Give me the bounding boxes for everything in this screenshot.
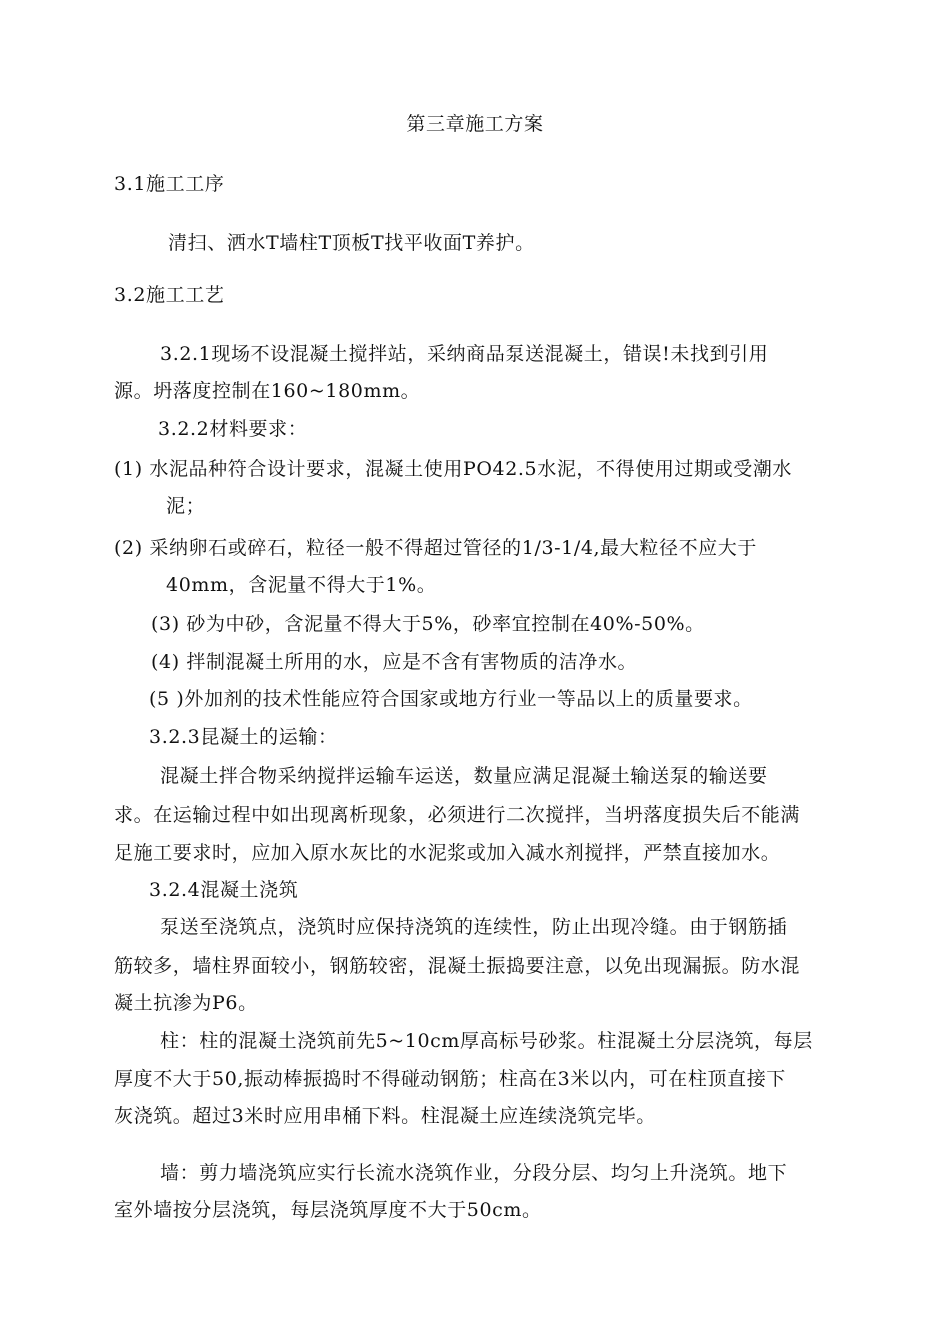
- section-3-2-3-paragraph-line: 足施工要求时，应加入原水灰比的水泥浆或加入减水剂搅拌，严禁直接加水。: [114, 842, 781, 864]
- section-3-2-3-paragraph-line: 求。在运输过程中如出现离析现象，必须进行二次搅拌，当坍落度损失后不能满: [114, 804, 801, 826]
- section-3-2-4-paragraph-line: 筋较多，墙柱界面较小，钢筋较密，混凝土振捣要注意，以免出现漏振。防水混: [114, 955, 801, 977]
- section-3-2-4-paragraph-line: 泵送至浇筑点，浇筑时应保持浇筑的连续性，防止出现冷缝。由于钢筋插: [160, 916, 788, 938]
- material-item-3: (3) 砂为中砂，含泥量不得大于5%，砂率宜控制在40%-50%。: [151, 613, 705, 635]
- column-paragraph-line: 柱：柱的混凝土浇筑前先5~10cm厚高标号砂浆。柱混凝土分层浇筑，每层: [160, 1030, 813, 1052]
- column-paragraph-line: 灰浇筑。超过3米时应用串桶下料。柱混凝土应连续浇筑完毕。: [114, 1105, 656, 1127]
- section-3-2-heading: 3.2施工工艺: [114, 284, 225, 306]
- section-3-2-3-paragraph-line: 混凝土拌合物采纳搅拌运输车运送，数量应满足混凝土输送泵的输送要: [160, 765, 768, 787]
- material-item-1-cont: 泥；: [166, 495, 206, 517]
- material-item-2-cont: 40mm，含泥量不得大于1%。: [166, 574, 437, 596]
- chapter-title: 第三章施工方案: [406, 113, 544, 135]
- section-3-2-1-line: 3.2.1现场不设混凝土搅拌站，采纳商品泵送混凝土，错误!未找到引用: [160, 343, 769, 365]
- section-3-2-1-line: 源。坍落度控制在160~180mm。: [114, 380, 421, 402]
- wall-paragraph-line: 室外墙按分层浇筑，每层浇筑厚度不大于50cm。: [114, 1199, 542, 1221]
- wall-paragraph-line: 墙：剪力墙浇筑应实行长流水浇筑作业，分段分层、均匀上升浇筑。地下: [160, 1162, 788, 1184]
- material-item-5: (5 )外加剂的技术性能应符合国家或地方行业一等品以上的质量要求。: [149, 688, 753, 710]
- section-3-2-4-paragraph-line: 凝土抗渗为P6。: [114, 992, 258, 1014]
- section-3-2-4-heading: 3.2.4混凝土浇筑: [149, 879, 299, 901]
- material-item-1: (1) 水泥品种符合设计要求，混凝土使用PO42.5水泥，不得使用过期或受潮水: [114, 458, 793, 480]
- column-paragraph-line: 厚度不大于50,振动棒振捣时不得碰动钢筋；柱高在3米以内，可在柱顶直接下: [114, 1068, 786, 1090]
- section-3-1-text: 清扫、洒水T墙柱T顶板T找平收面T养护。: [168, 232, 535, 254]
- section-3-2-2-heading: 3.2.2材料要求：: [158, 418, 308, 440]
- section-3-2-3-heading: 3.2.3昆凝土的运输：: [149, 726, 338, 748]
- material-item-2: (2) 采纳卵石或碎石，粒径一般不得超过管径的1/3-1/4,最大粒径不应大于: [114, 537, 757, 559]
- material-item-4: (4) 拌制混凝土所用的水，应是不含有害物质的洁净水。: [151, 651, 638, 673]
- section-3-1-heading: 3.1施工工序: [114, 173, 225, 195]
